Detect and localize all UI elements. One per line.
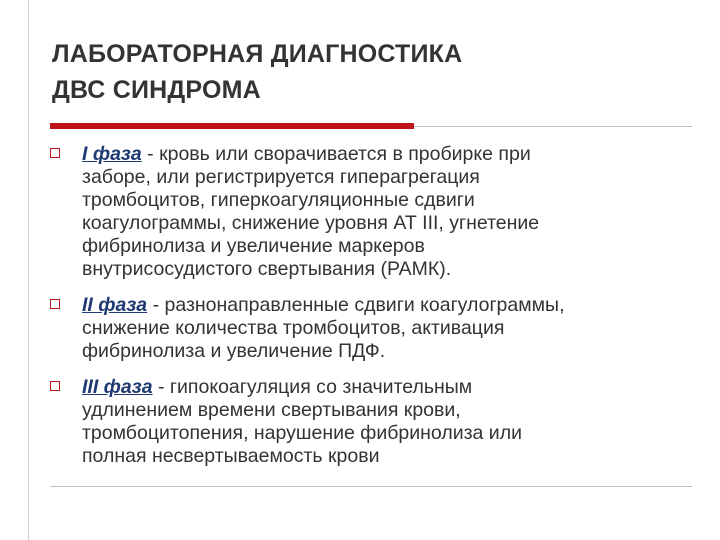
- hollow-square-icon: [50, 148, 60, 158]
- phase-item-2-line-1: [82, 294, 696, 317]
- bottom-divider-line: [50, 486, 692, 487]
- hollow-square-icon: [50, 381, 60, 391]
- phase-1-text-1: - кровь или сворачивается в пробирке при: [141, 143, 531, 165]
- slide-title: [52, 36, 692, 108]
- phase-2-text-2: снижение количества тромбоцитов, активация: [82, 317, 505, 339]
- phase-3-text-2: удлинением времени свертывания крови,: [82, 399, 461, 421]
- phase-1-text-5: фибринолиза и увеличение маркеров: [82, 235, 425, 257]
- phase-1-text-2: заборе, или регистрируется гиперагрегация: [82, 166, 480, 188]
- phase-item-3-line-1: [82, 376, 696, 399]
- phase-item-1: [46, 143, 696, 281]
- phase-1-text-4: коагулограммы, снижение уровня АТ III, угнетение: [82, 212, 540, 234]
- phase-2-text-1: - разнонаправленные сдвиги коагулограммы,: [147, 294, 565, 316]
- slide-title-line-1: ЛАБОРАТОРНАЯ ДИАГНОСТИКА: [52, 40, 463, 68]
- phase-item-3: [46, 376, 696, 468]
- phase-3-text-1: - гипокоагуляция со значительным: [152, 376, 473, 398]
- phase-item-1-line-1: [82, 143, 696, 166]
- hollow-square-icon: [50, 299, 60, 309]
- title-divider-accent-bar: [50, 123, 414, 129]
- phase-1-text-3: тромбоцитов, гиперкоагуляционные сдвиги: [82, 189, 475, 211]
- phase-2-text-3: фибринолиза и увеличение ПДФ.: [82, 340, 386, 362]
- phase-1-text-6: внутрисосудистого свертывания (РАМК).: [82, 258, 452, 280]
- phase-item-2: [46, 294, 696, 363]
- phase-2-label: II фаза: [82, 294, 148, 316]
- phase-1-label: I фаза: [82, 143, 142, 165]
- phase-list: [46, 143, 696, 481]
- left-margin-rule: [28, 0, 29, 540]
- slide-title-line-2: ДВС СИНДРОМА: [52, 76, 261, 104]
- phase-3-text-4: полная несвертываемость крови: [82, 445, 380, 467]
- phase-3-text-3: тромбоцитопения, нарушение фибринолиза или: [82, 422, 522, 444]
- phase-3-label: III фаза: [82, 376, 153, 398]
